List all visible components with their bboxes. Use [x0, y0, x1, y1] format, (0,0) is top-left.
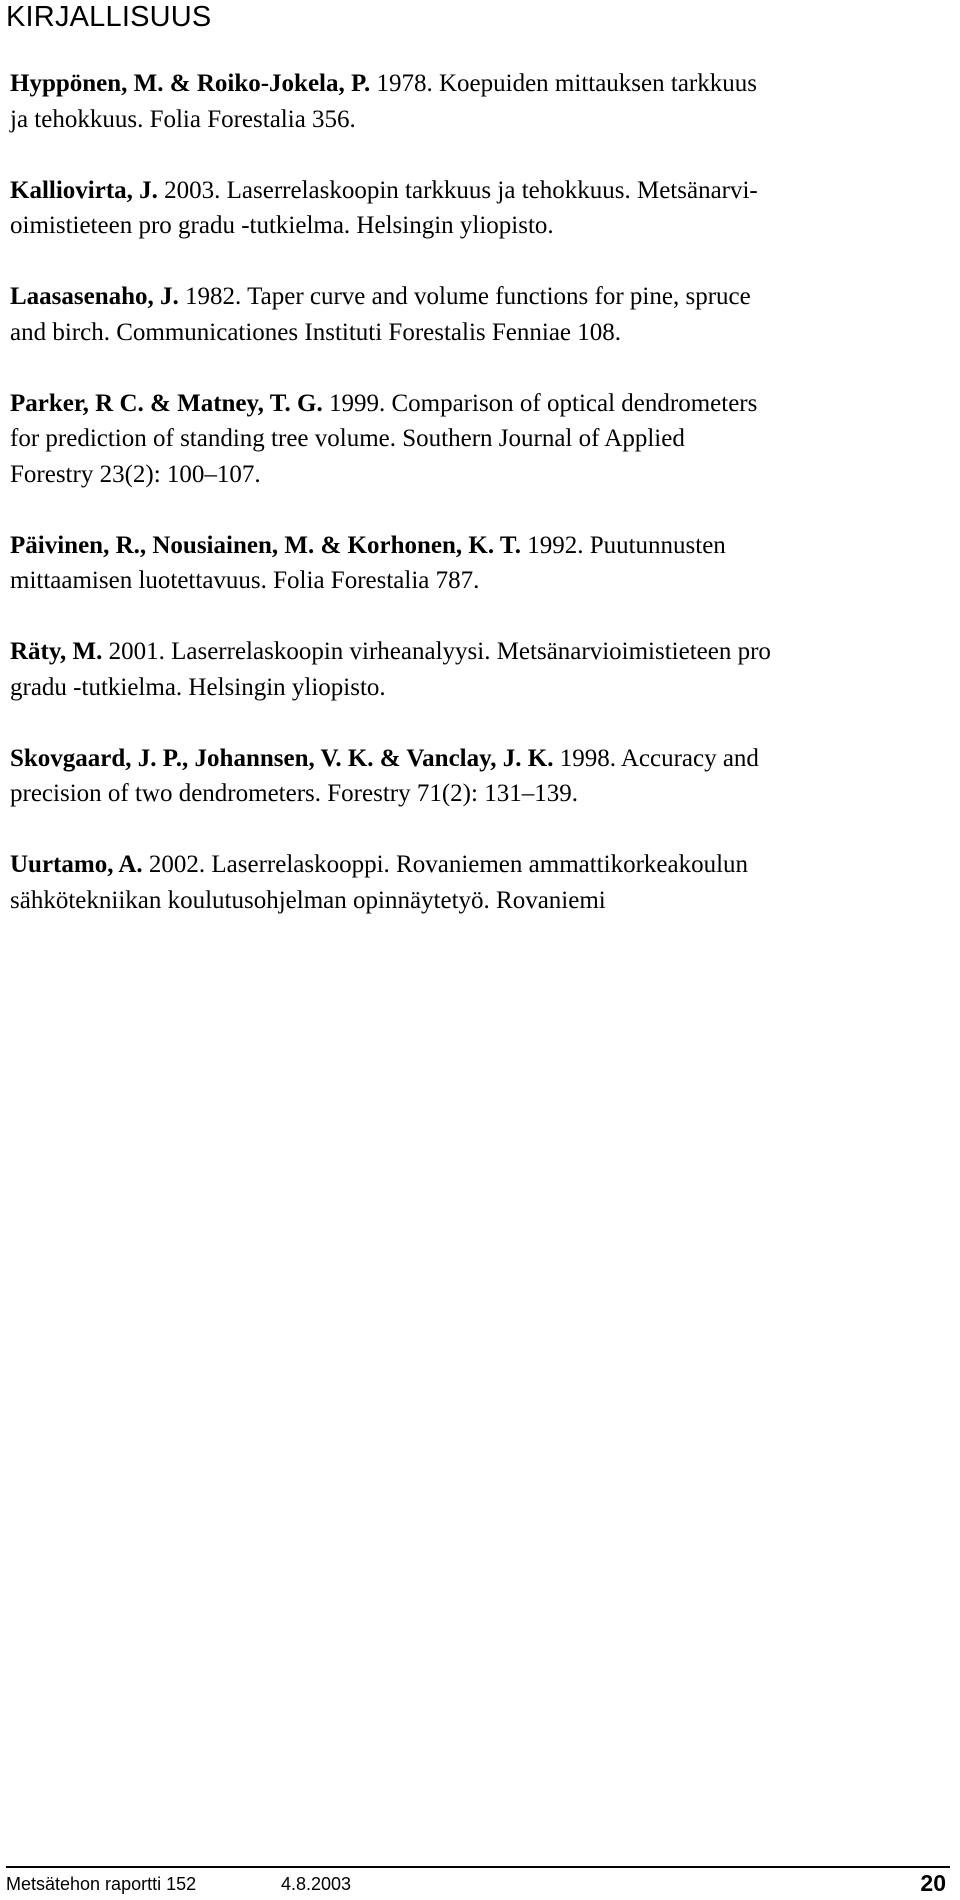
page-footer [6, 1866, 950, 1900]
reference-text: 2002. Laserrelaskooppi. Rovaniemen ammattikorkeakoulun [142, 851, 749, 878]
page-number: 20 [920, 1870, 946, 1896]
reference-list [10, 66, 945, 954]
reference-authors: Hyppönen, M. & Roiko-Jokela, P. [10, 70, 371, 97]
reference-text-continued: Forestry 23(2): 100–107. [10, 460, 261, 488]
footer-divider [6, 1866, 950, 1868]
reference-text-continued: mittaamisen luotettavuus. Folia Forestalia 787. [10, 567, 480, 594]
reference-authors: Laasasenaho, J. [10, 283, 179, 310]
reference-item [10, 528, 945, 599]
reference-authors: Parker, R C. & Matney, T. G. [10, 389, 323, 417]
reference-text: 1999. Comparison of optical dendrometers [322, 389, 758, 417]
reference-text: 1992. Puutunnusten [520, 531, 726, 559]
reference-text-continued: oimistieteen pro gradu -tutkielma. Helsingin yliopisto. [10, 212, 554, 239]
reference-item [10, 66, 945, 137]
reference-authors: Kalliovirta, J. [10, 176, 158, 204]
reference-text-continued: sähkötekniikan koulutusohjelman opinnäytetyö. Rovaniemi [10, 886, 606, 914]
reference-authors: Päivinen, R., Nousiainen, M. & Korhonen, K. T. [10, 531, 521, 559]
reference-item [10, 386, 945, 493]
reference-authors: Räty, M. [10, 638, 103, 665]
reference-text: 1998. Accuracy and [553, 744, 759, 772]
reference-text: 2003. Laserrelaskoopin tarkkuus ja tehokkuus. Metsänarvi- [157, 176, 758, 204]
page-title: KIRJALLISUUS [6, 1, 212, 33]
reference-text: 1978. Koepuiden mittauksen tarkkuus [370, 70, 757, 97]
reference-text-continued: and birch. Communicationes Instituti Forestalis Fenniae 108. [10, 318, 622, 346]
reference-item [10, 847, 945, 918]
reference-text-continued: for prediction of standing tree volume. Southern Journal of Applied [10, 425, 685, 452]
reference-item [10, 634, 945, 705]
report-date: 4.8.2003 [281, 1874, 352, 1894]
report-name: Metsätehon raportti 152 [6, 1874, 197, 1894]
reference-text: 2001. Laserrelaskoopin virheanalyysi. Metsänarvioimistieteen pro [102, 638, 771, 665]
reference-text-continued: gradu -tutkielma. Helsingin yliopisto. [10, 673, 386, 701]
reference-authors: Skovgaard, J. P., Johannsen, V. K. & Vanclay, J. K. [10, 744, 554, 772]
reference-text-continued: precision of two dendrometers. Forestry 71(2): 131–139. [10, 780, 578, 807]
reference-item [10, 741, 945, 812]
reference-text: 1982. Taper curve and volume functions for pine, spruce [178, 283, 751, 310]
reference-item [10, 173, 945, 244]
reference-text-continued: ja tehokkuus. Folia Forestalia 356. [10, 105, 356, 133]
reference-item [10, 279, 945, 350]
reference-authors: Uurtamo, A. [10, 851, 143, 878]
